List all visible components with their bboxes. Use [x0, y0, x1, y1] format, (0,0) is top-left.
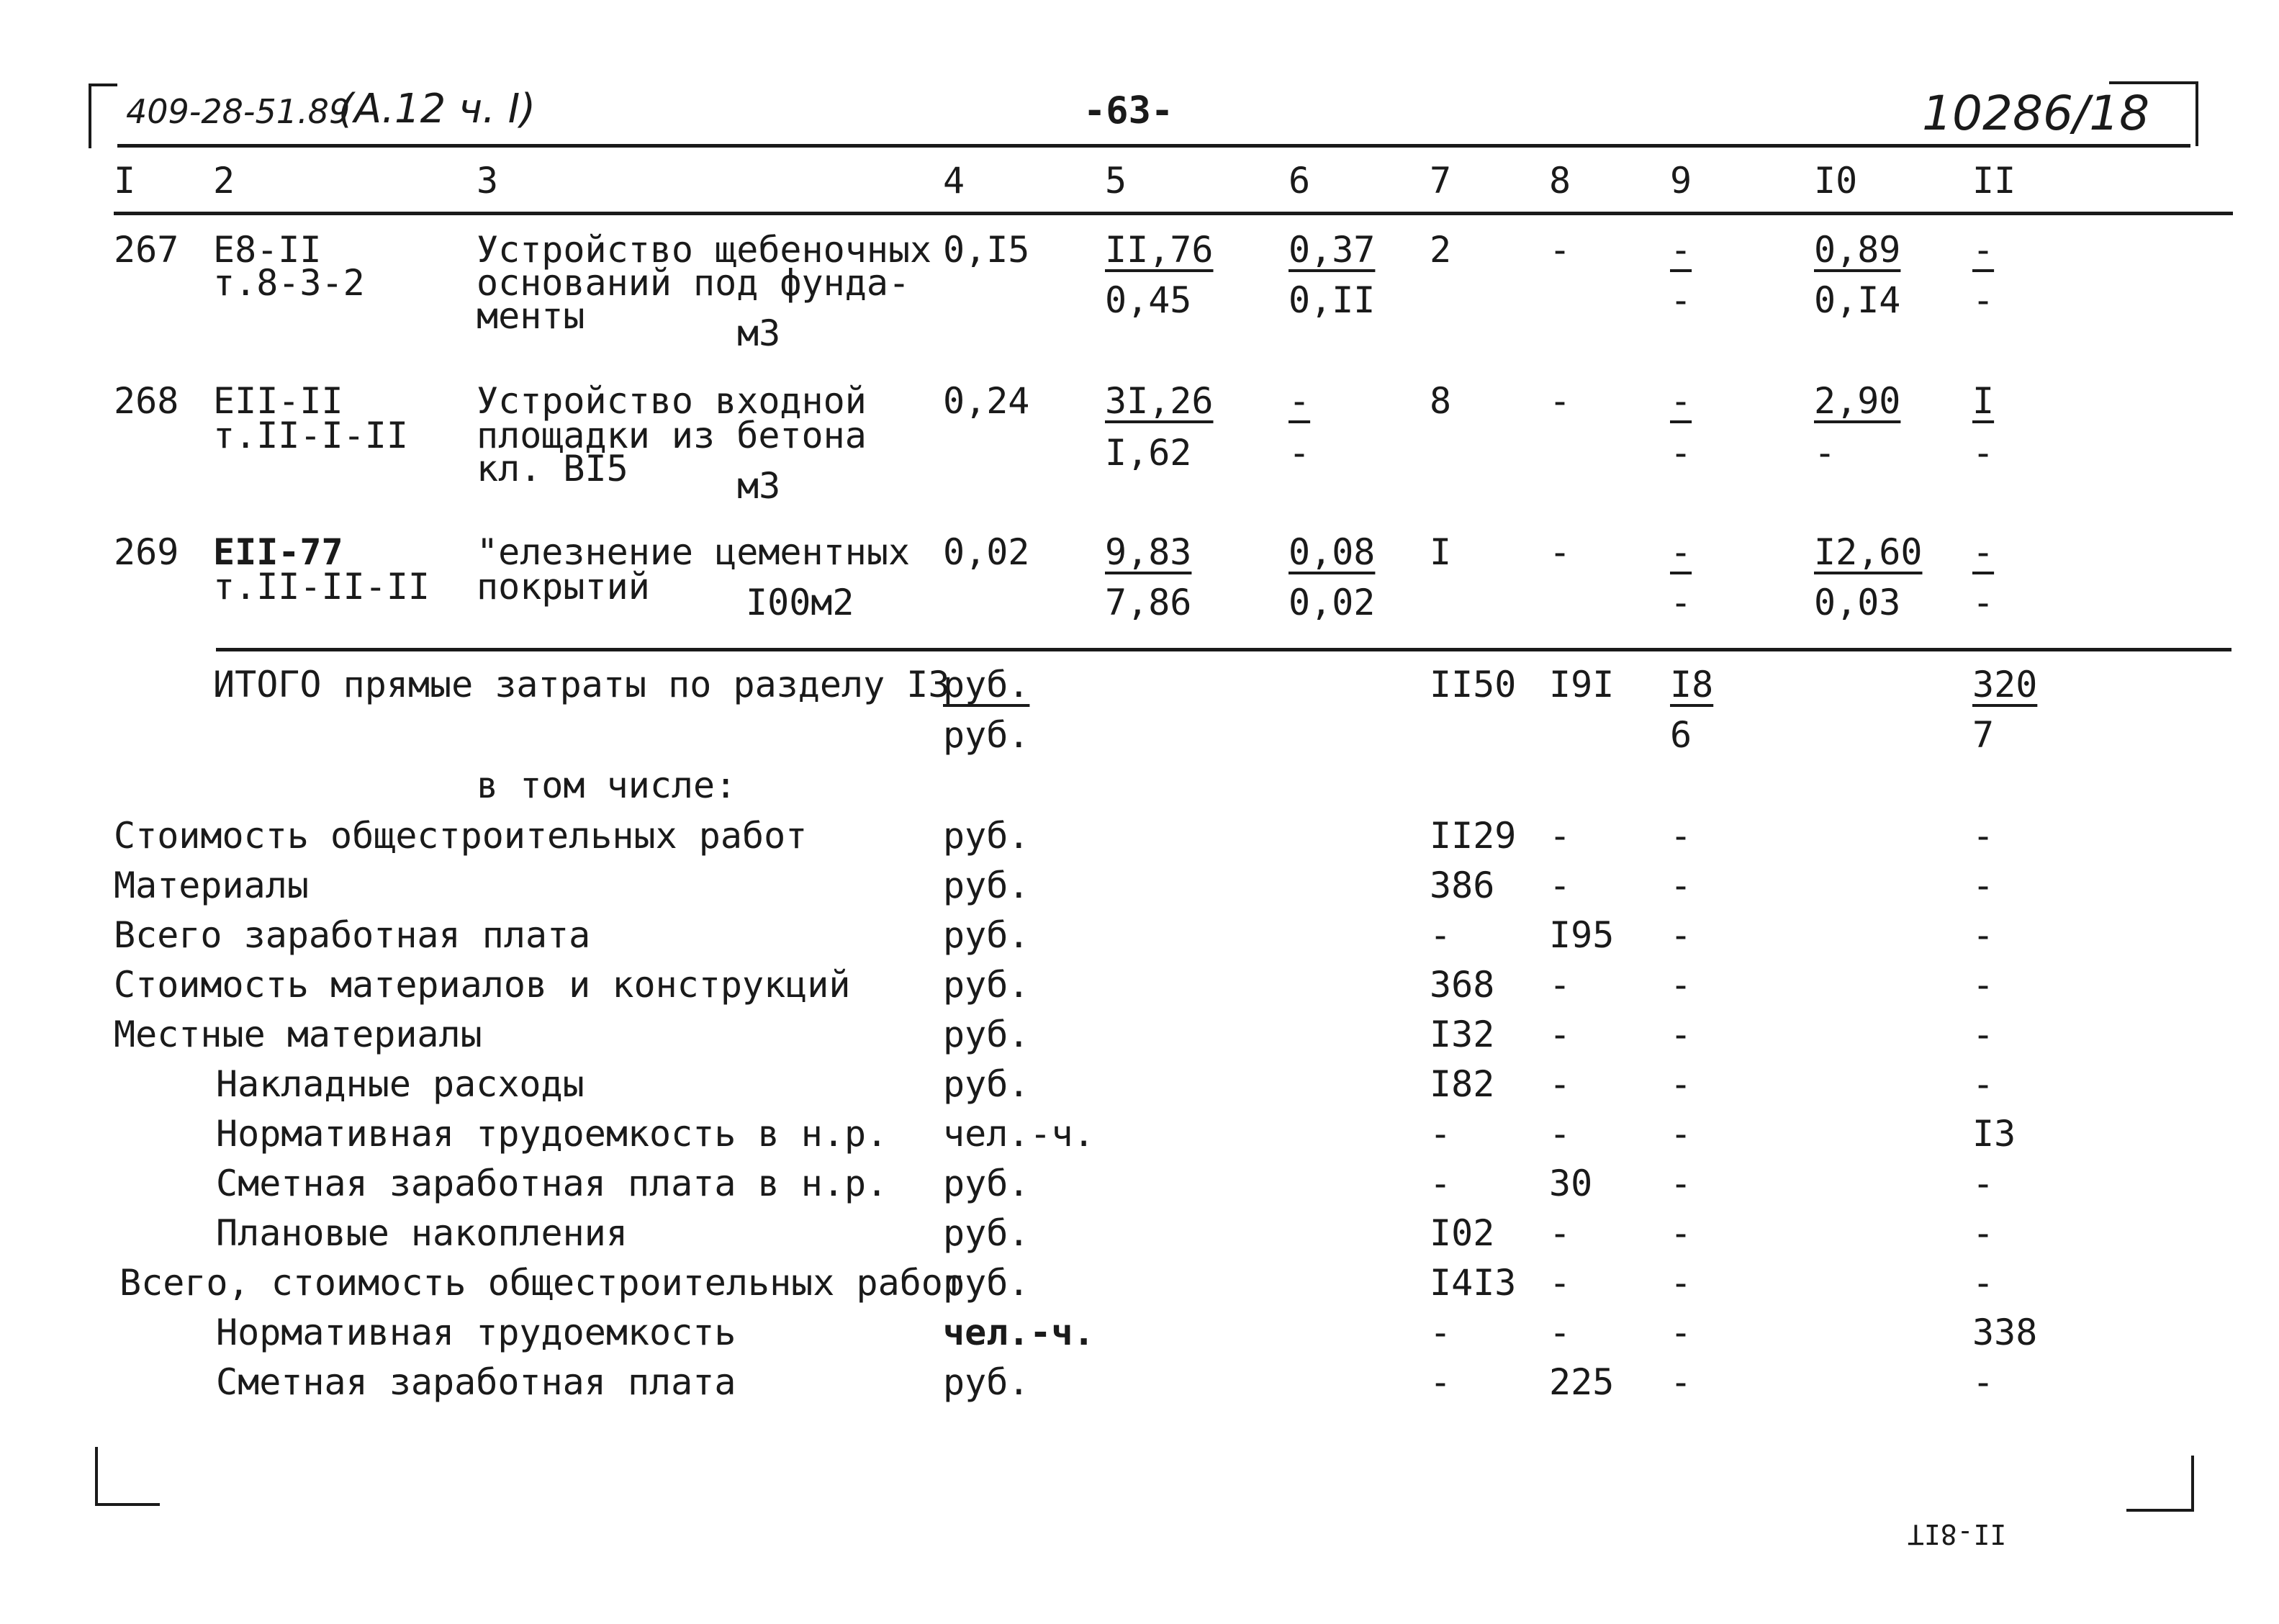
footer-code: II-8IT	[1908, 1518, 2007, 1550]
summary-label: Плановые накопления	[216, 1212, 628, 1254]
summary-label: Стоимость общестроительных работ	[114, 815, 808, 857]
row-code-table: т.II-II-II	[213, 566, 430, 608]
summary-col8: 225	[1549, 1361, 1615, 1403]
row-col11-top: -	[1972, 229, 1995, 271]
summary-col8: -	[1549, 1262, 1571, 1304]
summary-col7: -	[1430, 1163, 1452, 1204]
document-part: (А.12 ч. I)	[338, 86, 536, 132]
summary-col11: -	[1972, 1063, 1995, 1105]
summary-col9: -	[1670, 1163, 1692, 1204]
summary-col7: 368	[1430, 964, 1495, 1006]
total-col7: II50	[1430, 664, 1517, 705]
summary-col11: -	[1972, 815, 1995, 857]
including-label: в том числе:	[477, 764, 737, 806]
column-number: 2	[213, 160, 235, 202]
total-col11-top: 320	[1972, 664, 2038, 705]
column-header-rule	[114, 212, 2233, 215]
row-col9-top: -	[1670, 229, 1692, 271]
column-number: 6	[1289, 160, 1311, 202]
totals-rule	[216, 648, 2231, 651]
summary-col11: -	[1972, 1262, 1995, 1304]
summary-label: Всего, стоимость общестроительных работ	[119, 1262, 965, 1304]
summary-col7: I32	[1430, 1014, 1495, 1055]
row-code: ЕII-II	[213, 380, 343, 422]
summary-label: Материалы	[114, 865, 309, 906]
row-quantity: 0,24	[943, 380, 1030, 422]
total-col9-top: I8	[1670, 664, 1714, 705]
summary-col11: 338	[1972, 1312, 2038, 1353]
frame-corner-top-left-v	[89, 84, 91, 148]
row-col5-top: II,76	[1105, 229, 1214, 271]
row-number: 267	[114, 229, 179, 271]
summary-col9: -	[1670, 865, 1692, 906]
summary-col9: -	[1670, 1361, 1692, 1403]
row-code: ЕII-77	[213, 531, 343, 573]
summary-label: Нормативная трудоемкость	[216, 1312, 736, 1353]
header-rule	[117, 144, 2190, 148]
row-description: оснований под фунда-	[477, 262, 911, 304]
column-number: 7	[1430, 160, 1452, 202]
row-quantity: 0,02	[943, 531, 1030, 573]
column-number: 4	[943, 160, 965, 202]
row-col5-bottom: I,62	[1105, 432, 1192, 474]
row-col9-bottom: -	[1670, 432, 1692, 474]
page-number: -63-	[1083, 89, 1174, 132]
summary-unit: чел.-ч.	[943, 1312, 1095, 1353]
summary-col11: -	[1972, 964, 1995, 1006]
row-col6-bottom: -	[1289, 432, 1311, 474]
summary-col11: -	[1972, 1163, 1995, 1204]
summary-col9: -	[1670, 1312, 1692, 1353]
row-unit: м3	[737, 465, 781, 507]
column-number: 9	[1670, 160, 1692, 202]
total-col11-bottom: 7	[1972, 714, 1995, 756]
summary-unit: руб.	[943, 1063, 1030, 1105]
summary-label: Местные материалы	[114, 1014, 482, 1055]
summary-unit: руб.	[943, 1262, 1030, 1304]
frame-corner-bottom-left-v	[95, 1447, 98, 1506]
summary-col9: -	[1670, 1063, 1692, 1105]
summary-col8: -	[1549, 1063, 1571, 1105]
summary-label: Накладные расходы	[216, 1063, 585, 1105]
column-number: 5	[1105, 160, 1127, 202]
archive-number: 10286/18	[1922, 86, 2150, 141]
total-label: ИТОГО прямые затраты по разделу I3	[213, 664, 950, 705]
document-code: 409-28-51.89	[126, 92, 351, 131]
summary-col7: -	[1430, 914, 1452, 956]
summary-unit: руб.	[943, 914, 1030, 956]
row-col10-top: 0,89	[1814, 229, 1901, 271]
row-col11-bottom: -	[1972, 432, 1995, 474]
row-description: Устройство входной	[477, 380, 867, 422]
frame-corner-top-right-h	[2109, 81, 2198, 84]
row-col11-bottom: -	[1972, 582, 1995, 623]
summary-col8: -	[1549, 1312, 1571, 1353]
row-col5-bottom: 0,45	[1105, 279, 1192, 321]
summary-col11: -	[1972, 865, 1995, 906]
summary-unit: руб.	[943, 865, 1030, 906]
summary-unit: руб.	[943, 815, 1030, 857]
summary-col8: -	[1549, 964, 1571, 1006]
row-col10-top: 2,90	[1814, 380, 1901, 422]
row-description: площадки из бетона	[477, 415, 867, 456]
row-col6-top: 0,08	[1289, 531, 1376, 573]
row-unit: м3	[737, 312, 781, 354]
row-col7: I	[1430, 531, 1452, 573]
summary-unit: руб.	[943, 1014, 1030, 1055]
summary-col8: -	[1549, 1014, 1571, 1055]
row-number: 269	[114, 531, 179, 573]
row-col10-bottom: -	[1814, 432, 1836, 474]
row-col9-top: -	[1670, 531, 1692, 573]
total-unit-second: руб.	[943, 714, 1030, 756]
frame-corner-bottom-right-v	[2191, 1456, 2194, 1512]
row-col6-top: -	[1289, 380, 1311, 422]
summary-col8: 30	[1549, 1163, 1593, 1204]
total-col9-bottom: 6	[1670, 714, 1692, 756]
summary-col7: I82	[1430, 1063, 1495, 1105]
summary-col8: -	[1549, 815, 1571, 857]
row-col9-bottom: -	[1670, 582, 1692, 623]
summary-label: Нормативная трудоемкость в н.р.	[216, 1113, 888, 1155]
row-col9-top: -	[1670, 380, 1692, 422]
row-col9-bottom: -	[1670, 279, 1692, 321]
summary-col7: I02	[1430, 1212, 1495, 1254]
summary-col8: -	[1549, 1113, 1571, 1155]
summary-col7: 386	[1430, 865, 1495, 906]
column-number: II	[1972, 160, 2016, 202]
summary-unit: руб.	[943, 1361, 1030, 1403]
row-description: "елезнение цементных	[477, 531, 911, 573]
row-col7: 2	[1430, 229, 1452, 271]
summary-col11: I3	[1972, 1113, 2016, 1155]
row-unit: I00м2	[746, 582, 854, 623]
row-col10-bottom: 0,I4	[1814, 279, 1901, 321]
row-col11-top: I	[1972, 380, 1995, 422]
row-col8: -	[1549, 531, 1571, 573]
frame-corner-bottom-left-h	[95, 1503, 160, 1506]
summary-col7: I4I3	[1430, 1262, 1517, 1304]
summary-col11: -	[1972, 1014, 1995, 1055]
summary-col9: -	[1670, 815, 1692, 857]
row-code-table: т.II-I-II	[213, 415, 408, 456]
summary-col9: -	[1670, 1262, 1692, 1304]
summary-unit: руб.	[943, 1163, 1030, 1204]
summary-col7: -	[1430, 1113, 1452, 1155]
summary-col8: I95	[1549, 914, 1615, 956]
summary-label: Сметная заработная плата в н.р.	[216, 1163, 888, 1204]
row-description: Устройство щебеночных	[477, 229, 932, 271]
summary-col9: -	[1670, 1113, 1692, 1155]
summary-col7: -	[1430, 1361, 1452, 1403]
summary-col11: -	[1972, 1361, 1995, 1403]
total-col8: I9I	[1549, 664, 1615, 705]
summary-unit: руб.	[943, 964, 1030, 1006]
row-col11-bottom: -	[1972, 279, 1995, 321]
column-number: I0	[1814, 160, 1858, 202]
summary-col7: -	[1430, 1312, 1452, 1353]
column-number: 3	[477, 160, 499, 202]
summary-col9: -	[1670, 1014, 1692, 1055]
summary-label: Сметная заработная плата	[216, 1361, 736, 1403]
row-col11-top: -	[1972, 531, 1995, 573]
column-number: 8	[1549, 160, 1571, 202]
summary-col8: -	[1549, 865, 1571, 906]
row-col7: 8	[1430, 380, 1452, 422]
row-code-table: т.8-3-2	[213, 262, 365, 304]
summary-col9: -	[1670, 1212, 1692, 1254]
summary-col8: -	[1549, 1212, 1571, 1254]
row-col8: -	[1549, 229, 1571, 271]
row-col10-bottom: 0,03	[1814, 582, 1901, 623]
frame-corner-top-left-h	[89, 84, 117, 86]
frame-corner-bottom-right-h	[2126, 1509, 2194, 1512]
summary-label: Стоимость материалов и конструкций	[114, 964, 851, 1006]
row-col8: -	[1549, 380, 1571, 422]
summary-label: Всего заработная плата	[114, 914, 591, 956]
row-description: менты	[477, 295, 585, 337]
row-quantity: 0,I5	[943, 229, 1030, 271]
row-col5-top: 3I,26	[1105, 380, 1214, 422]
row-col6-top: 0,37	[1289, 229, 1376, 271]
summary-col7: II29	[1430, 815, 1517, 857]
total-unit: руб.	[943, 664, 1030, 705]
column-number: I	[114, 160, 136, 202]
row-col6-bottom: 0,02	[1289, 582, 1376, 623]
row-col5-bottom: 7,86	[1105, 582, 1192, 623]
summary-col11: -	[1972, 1212, 1995, 1254]
row-description: кл. ВI5	[477, 448, 628, 490]
row-number: 268	[114, 380, 179, 422]
frame-corner-top-right-v	[2195, 81, 2198, 146]
summary-col9: -	[1670, 914, 1692, 956]
summary-col9: -	[1670, 964, 1692, 1006]
summary-unit: чел.-ч.	[943, 1113, 1095, 1155]
row-col5-top: 9,83	[1105, 531, 1192, 573]
row-col10-top: I2,60	[1814, 531, 1923, 573]
row-col6-bottom: 0,II	[1289, 279, 1376, 321]
row-description: покрытий	[477, 566, 650, 608]
summary-col11: -	[1972, 914, 1995, 956]
summary-unit: руб.	[943, 1212, 1030, 1254]
row-code: Е8-II	[213, 229, 322, 271]
